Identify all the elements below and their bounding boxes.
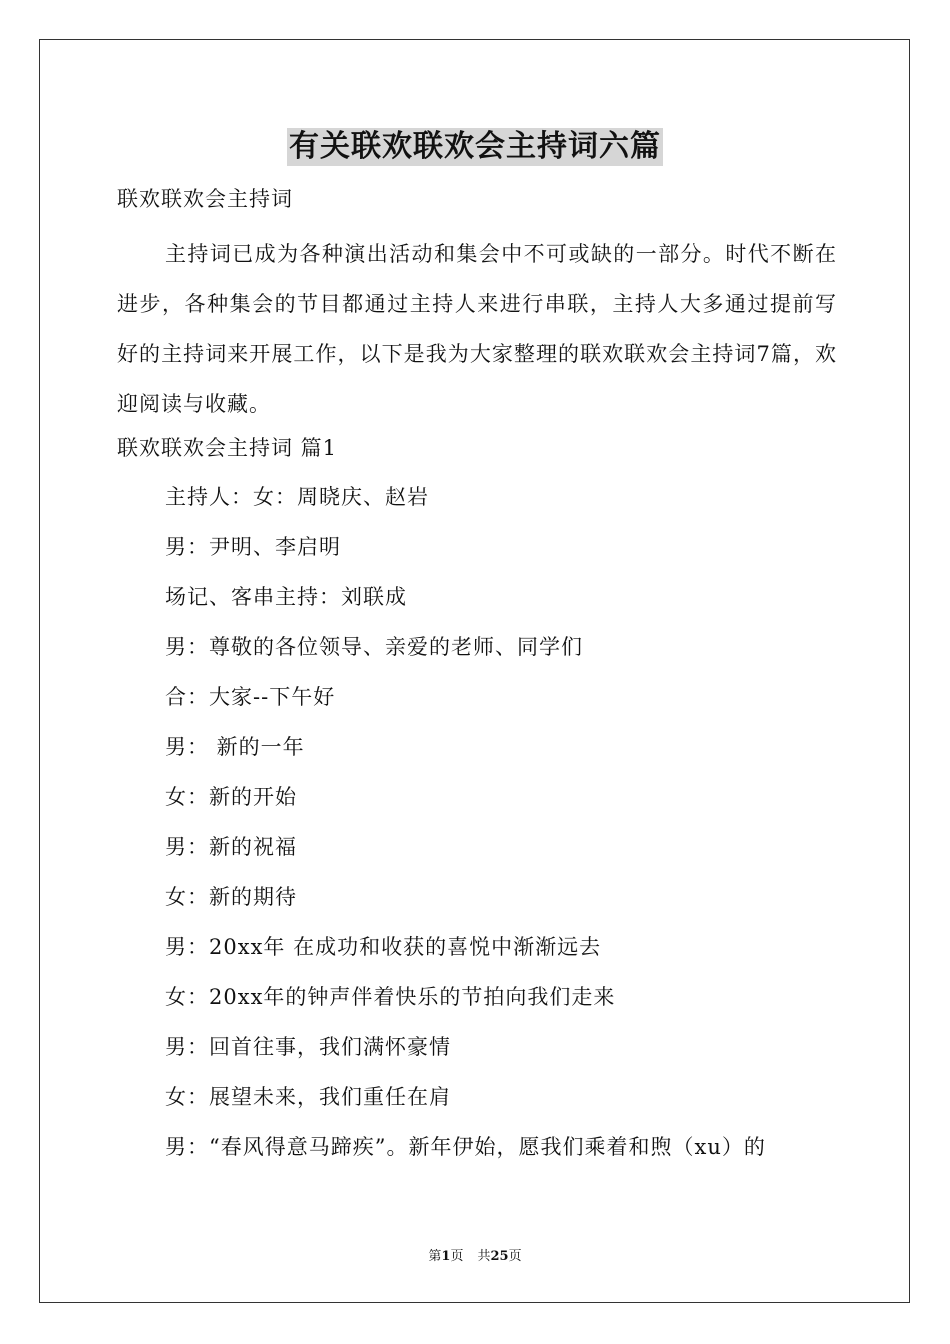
- script-line: 男： 新的一年: [165, 735, 305, 759]
- page-number: 1: [441, 1249, 451, 1264]
- script-line: 男：尊敬的各位领导、亲爱的老师、同学们: [165, 635, 583, 659]
- page-prefix: 第: [428, 1249, 442, 1264]
- page-footer: [0, 1248, 950, 1266]
- document-title: 有关联欢联欢会主持词六篇: [289, 129, 661, 164]
- script-line: 女：展望未来，我们重任在肩: [165, 1085, 451, 1109]
- script-line: 男：“春风得意马蹄疾”。新年伊始，愿我们乘着和煦（xu）的: [165, 1135, 766, 1159]
- script-line: 女：新的期待: [165, 885, 297, 909]
- script-line: 女：新的开始: [165, 785, 297, 809]
- script-lines: [165, 479, 845, 1179]
- section-heading: 联欢联欢会主持词 篇1: [117, 436, 338, 460]
- page-suffix: 页: [450, 1249, 464, 1264]
- total-pages: 25: [490, 1249, 509, 1264]
- intro-paragraph: 主持词已成为各种演出活动和集会中不可或缺的一部分。时代不断在进步，各种集会的节目都通过主持人来进行串联，主持人大多通过提前写好的主持词来开展工作，以下是我为大家整理的联欢联欢会主持词7篇，欢迎阅读与收藏。: [117, 242, 837, 416]
- script-line: 主持人：女：周晓庆、赵岩: [165, 485, 429, 509]
- script-line: 男：尹明、李启明: [165, 535, 341, 559]
- script-line: 男：回首往事，我们满怀豪情: [165, 1035, 451, 1059]
- document-subtitle: 联欢联欢会主持词: [117, 187, 293, 211]
- title-container: [0, 128, 950, 166]
- script-line: 场记、客串主持：刘联成: [165, 585, 407, 609]
- total-prefix: 共: [477, 1249, 491, 1264]
- script-line: 女：20xx年的钟声伴着快乐的节拍向我们走来: [165, 985, 616, 1009]
- script-line: 男：20xx年 在成功和收获的喜悦中渐渐远去: [165, 935, 602, 959]
- script-line: 合：大家--下午好: [165, 685, 336, 709]
- script-line: 男：新的祝福: [165, 835, 297, 859]
- total-suffix: 页: [508, 1249, 522, 1264]
